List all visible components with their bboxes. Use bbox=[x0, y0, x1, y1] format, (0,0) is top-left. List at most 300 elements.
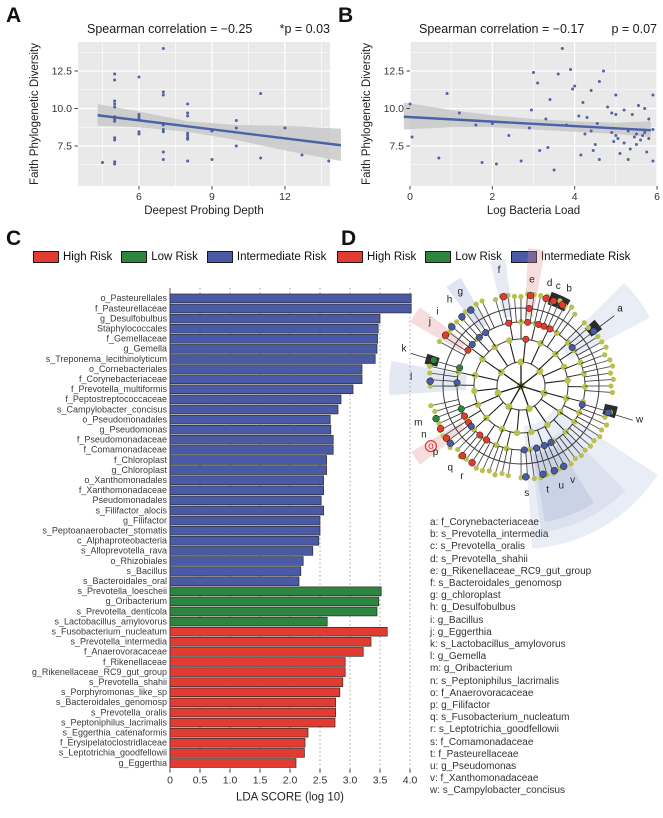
panel-c-label: C bbox=[6, 227, 22, 250]
scatter-point bbox=[507, 134, 510, 137]
scatter-plot-bacteria-load bbox=[331, 0, 663, 225]
scatter-point bbox=[544, 118, 547, 121]
y-axis-label: Faith Phylogenetic Diversity bbox=[361, 43, 373, 185]
cladogram-node bbox=[532, 476, 537, 481]
legend-swatch-high bbox=[337, 251, 363, 263]
cladogram-node bbox=[465, 347, 471, 353]
cladogram-node bbox=[569, 461, 574, 466]
p-value-label: *p = 0.03 bbox=[279, 22, 330, 36]
scatter-point bbox=[561, 47, 564, 50]
lda-bar bbox=[170, 718, 335, 727]
scatter-point bbox=[474, 124, 477, 127]
clado-letter-u: u bbox=[558, 480, 565, 492]
lda-bar-label: s_Fusobacterium_nucleatum bbox=[51, 626, 167, 637]
clado-letter-l: l bbox=[410, 372, 413, 384]
clado-key-q: q: s_Fusobacterium_nucleatum bbox=[430, 712, 570, 724]
lda-bar-label: s_Prevotella_denticola bbox=[76, 606, 167, 617]
cladogram-node bbox=[506, 320, 512, 326]
cladogram-node bbox=[471, 388, 477, 394]
cladogram-node bbox=[524, 319, 530, 325]
clado-letter-n: n bbox=[421, 429, 427, 441]
scatter-point bbox=[137, 133, 140, 136]
scatter-point bbox=[548, 98, 551, 101]
lda-bar-label: f_Gemellaceae bbox=[106, 333, 167, 344]
scatter-point bbox=[590, 130, 593, 133]
clado-key-p: p: g_Filifactor bbox=[430, 700, 491, 712]
lda-bar-label: c_Alphaproteobacteria bbox=[76, 535, 167, 546]
lda-bar-label: o_Pseudomonadales bbox=[82, 414, 167, 425]
cladogram-node bbox=[454, 379, 460, 385]
cladogram-node bbox=[582, 384, 588, 390]
lda-bar bbox=[170, 536, 319, 545]
cladogram-node bbox=[479, 298, 484, 303]
lda-bar-label: g_Rikenellaceae_RC9_gut_group bbox=[31, 666, 167, 677]
lda-bar bbox=[170, 668, 345, 677]
lda-bar-label: f_Chloroplast bbox=[113, 454, 167, 465]
cladogram-node bbox=[610, 390, 615, 395]
cladogram-node bbox=[576, 410, 582, 416]
lda-bar bbox=[170, 526, 320, 535]
legend-label: Low Risk bbox=[151, 251, 198, 263]
cladogram-node bbox=[579, 453, 584, 458]
lda-bar-label: f_Corynebacteriaceae bbox=[78, 374, 167, 384]
cladogram-node bbox=[500, 293, 507, 300]
svg-text:4: 4 bbox=[571, 191, 578, 203]
clado-letter-q: q bbox=[447, 462, 454, 474]
cladogram-node bbox=[504, 445, 510, 451]
clado-key-i: i: g_Bacillus bbox=[430, 614, 484, 626]
cladogram-node bbox=[468, 423, 474, 429]
scatter-point bbox=[641, 134, 644, 137]
scatter-point bbox=[113, 106, 116, 109]
lda-bar-label: g_Oribacterium bbox=[105, 596, 167, 607]
cladogram-node bbox=[522, 473, 529, 480]
scatter-point bbox=[565, 124, 568, 127]
lda-bar bbox=[170, 688, 340, 697]
scatter-point bbox=[530, 109, 533, 112]
clado-key-d: d: s_Prevotella_shahii bbox=[430, 553, 528, 565]
scatter-point bbox=[538, 149, 541, 152]
lda-bar bbox=[170, 759, 296, 768]
lda-bar-label: o_Rhizobiales bbox=[110, 555, 167, 566]
svg-text:1.0: 1.0 bbox=[222, 774, 238, 787]
cladogram-node bbox=[480, 468, 485, 473]
cladogram-node bbox=[506, 337, 512, 343]
lda-bar-label: o_Cornebacteriales bbox=[88, 363, 167, 374]
scatter-point bbox=[528, 127, 531, 130]
clado-letter-i: i bbox=[436, 306, 439, 318]
lda-bar-label: s_Porphyromonas_like_sp bbox=[60, 687, 167, 698]
scatter-point bbox=[643, 131, 646, 134]
clado-key-h: h: g_Desulfobulbus bbox=[430, 602, 516, 614]
scatter-point bbox=[610, 131, 613, 134]
cladogram-node bbox=[521, 447, 527, 453]
lda-bar bbox=[170, 577, 299, 586]
clado-letter-j: j bbox=[428, 316, 431, 328]
lda-bar-label: f_Prevotella_multiformis bbox=[70, 384, 167, 395]
cladogram-node bbox=[447, 440, 454, 447]
clado-key-c: c: s_Prevotella_oralis bbox=[430, 541, 526, 553]
clado-letter-f: f bbox=[497, 265, 501, 277]
cladogram-node bbox=[535, 321, 541, 327]
x-axis-label: Log Bacteria Load bbox=[486, 205, 581, 217]
lda-bar-label: g_Eggerthia bbox=[118, 757, 167, 768]
cladogram-node bbox=[432, 409, 437, 414]
lda-bar bbox=[170, 506, 324, 515]
cladogram-node bbox=[476, 334, 482, 340]
scatter-point bbox=[235, 127, 238, 130]
legend-label: High Risk bbox=[367, 251, 417, 263]
clado-key-f: f: s_Bacteroidales_genomosp bbox=[430, 578, 562, 590]
lda-bar-label: f_Erysipelatoclostridlaceae bbox=[59, 737, 167, 748]
scatter-point bbox=[113, 163, 116, 166]
cladogram-node bbox=[512, 294, 517, 299]
lda-bar-label: f_Rikenellaceae bbox=[102, 656, 167, 667]
cladogram-node bbox=[528, 429, 534, 435]
cladogram-node bbox=[560, 463, 567, 470]
cladogram-node bbox=[541, 442, 547, 448]
lda-bar bbox=[170, 637, 371, 646]
scatter-point bbox=[651, 160, 654, 163]
scatter-point bbox=[596, 122, 599, 125]
panel-a-label: A bbox=[6, 4, 22, 27]
scatter-point bbox=[569, 68, 572, 71]
cladogram-node bbox=[603, 345, 608, 350]
lda-bar bbox=[170, 678, 343, 687]
scatter-point bbox=[186, 160, 189, 163]
cladogram-node bbox=[547, 326, 553, 332]
cladogram-node bbox=[477, 432, 483, 438]
cladogram-node bbox=[482, 329, 488, 335]
lda-bar bbox=[170, 385, 353, 394]
scatter-point bbox=[610, 112, 613, 115]
scatter-point bbox=[495, 163, 498, 166]
scatter-point bbox=[606, 106, 609, 109]
clado-letter-t: t bbox=[546, 484, 550, 496]
legend-swatch-high bbox=[33, 251, 59, 263]
cladogram-node bbox=[459, 452, 466, 459]
svg-text:4.0: 4.0 bbox=[402, 774, 418, 787]
lda-bar-label: s_Filifactor_alocis bbox=[95, 505, 167, 516]
cladogram-node bbox=[597, 434, 602, 439]
lda-bar-label: s_Prevotella_loescheii bbox=[77, 586, 167, 597]
cladogram-node bbox=[538, 293, 543, 298]
scatter-point bbox=[186, 103, 189, 106]
clado-letter-w: w bbox=[635, 414, 644, 426]
clado-key-b: b: s_Prevotella_intermedia bbox=[430, 529, 549, 541]
svg-text:3.5: 3.5 bbox=[372, 774, 388, 787]
clado-key-k: k: s_Lactobacillus_amylovorus bbox=[430, 639, 566, 651]
scatter-point bbox=[623, 142, 626, 145]
lda-bar-label: s_Eggerthia_catenaformis bbox=[62, 727, 167, 738]
svg-text:12: 12 bbox=[279, 191, 291, 203]
scatter-point bbox=[137, 118, 140, 121]
clado-letter-g: g bbox=[457, 286, 464, 298]
cladogram-node bbox=[591, 438, 596, 443]
scatter-point bbox=[546, 146, 549, 149]
legend-label: High Risk bbox=[63, 251, 113, 263]
lda-axis-label: LDA SCORE (log 10) bbox=[235, 791, 345, 804]
lda-bar-label: g_Desulfobulbus bbox=[99, 313, 167, 324]
scatter-point bbox=[259, 157, 262, 160]
cladogram bbox=[370, 256, 663, 518]
scatter-point bbox=[210, 158, 213, 161]
scatter-point bbox=[579, 154, 582, 157]
scatter-point bbox=[627, 158, 630, 161]
scatter-point bbox=[627, 130, 630, 133]
clado-key-n: n: s_Peptoniphilus_lacrimalis bbox=[430, 675, 559, 687]
lda-bar-label: s_Peptoanaerobacter_stomatis bbox=[42, 525, 167, 536]
cladogram-node bbox=[493, 297, 498, 302]
cladogram-node bbox=[608, 383, 613, 388]
cladogram-wedge bbox=[446, 278, 487, 331]
lda-bar-label: s_Prevotella_oralis bbox=[90, 707, 167, 718]
lda-bar-label: g_Gemella bbox=[123, 343, 167, 354]
lda-bar-label: Staphylococcales bbox=[96, 323, 167, 334]
cladogram-node bbox=[483, 437, 489, 443]
lda-bar bbox=[170, 435, 333, 444]
cladogram-node bbox=[467, 307, 474, 314]
lda-bar-label: g_Chloroplast bbox=[111, 464, 167, 475]
scatter-point bbox=[409, 103, 412, 106]
scatter-point bbox=[300, 154, 303, 157]
cladogram-node bbox=[548, 439, 554, 445]
lda-bar bbox=[170, 486, 324, 495]
clado-letter-d: d bbox=[546, 278, 553, 290]
scatter-point bbox=[581, 101, 584, 104]
scatter-point bbox=[647, 118, 650, 121]
lda-bar bbox=[170, 405, 338, 414]
cladogram-node bbox=[474, 302, 479, 307]
clado-letter-c: c bbox=[555, 280, 561, 292]
scatter-point bbox=[137, 76, 140, 79]
lda-bar-label: Pseudomonadales bbox=[92, 495, 167, 506]
clado-key-e: e: g_Rikenellaceae_RC9_gut_group bbox=[430, 565, 592, 577]
scatter-point bbox=[639, 139, 642, 142]
scatter-point bbox=[614, 113, 617, 116]
cladogram-node bbox=[518, 294, 523, 299]
cladogram-node bbox=[461, 413, 467, 419]
scatter-point bbox=[162, 47, 165, 50]
cladogram-node bbox=[595, 334, 600, 339]
svg-text:9: 9 bbox=[209, 191, 215, 203]
scatter-point bbox=[113, 73, 116, 76]
scatter-point bbox=[259, 92, 262, 95]
scatter-point bbox=[616, 137, 619, 140]
scatter-point bbox=[520, 160, 523, 163]
lda-bar bbox=[170, 324, 378, 333]
scatter-point bbox=[631, 113, 634, 116]
cladogram-node bbox=[469, 341, 475, 347]
lda-bar bbox=[170, 415, 330, 424]
lda-bar bbox=[170, 425, 331, 434]
lda-bar bbox=[170, 627, 387, 636]
clado-key-r: r: s_Leptotrichia_goodfellowii bbox=[430, 724, 559, 736]
scatter-point bbox=[327, 160, 330, 163]
scatter-point bbox=[557, 73, 560, 76]
clado-letter-e: e bbox=[529, 274, 535, 286]
scatter-point bbox=[651, 94, 654, 97]
scatter-point bbox=[594, 143, 597, 146]
cladogram-node bbox=[455, 447, 460, 452]
cladogram-node bbox=[523, 336, 529, 342]
scatter-point bbox=[637, 104, 640, 107]
scatter-point bbox=[113, 103, 116, 106]
lda-bar-label: s_Bacteroidales_oral bbox=[82, 576, 167, 586]
scatter-point bbox=[573, 85, 576, 88]
cladogram-node bbox=[583, 447, 588, 452]
scatter-point bbox=[113, 79, 116, 82]
scatter-point bbox=[590, 89, 593, 92]
legend-swatch-low bbox=[121, 251, 147, 263]
lda-bar bbox=[170, 446, 333, 455]
cladogram-node bbox=[569, 305, 574, 310]
cladogram-key-list bbox=[430, 517, 663, 798]
lda-bar-label: s_Leptotrichia_goodfellowii bbox=[58, 747, 167, 758]
cladogram-node bbox=[459, 313, 466, 320]
cladogram-node bbox=[427, 364, 432, 369]
cladogram-node bbox=[454, 319, 459, 324]
scatter-point bbox=[598, 80, 601, 83]
legend-item-high bbox=[33, 251, 112, 263]
cladogram-node bbox=[559, 302, 566, 309]
lda-bar bbox=[170, 496, 321, 505]
cladogram-node bbox=[569, 344, 575, 350]
clado-letter-a: a bbox=[617, 303, 623, 315]
lda-bar-label: f_Anaerovoracaceae bbox=[83, 646, 167, 657]
legend-swatch-intermediate bbox=[207, 251, 233, 263]
scatter-point bbox=[633, 136, 636, 139]
scatter-point bbox=[283, 127, 286, 130]
lda-bar bbox=[170, 334, 378, 343]
lda-bar bbox=[170, 617, 327, 626]
cladogram-node bbox=[564, 377, 570, 383]
svg-text:0: 0 bbox=[167, 774, 173, 787]
svg-text:12.5: 12.5 bbox=[383, 65, 404, 78]
cladogram-node bbox=[458, 406, 464, 412]
cladogram-node bbox=[448, 324, 455, 331]
legend-label: Intermediate Risk bbox=[540, 251, 631, 263]
clado-letter-s: s bbox=[524, 487, 530, 499]
lda-bar bbox=[170, 587, 381, 596]
cladogram-node bbox=[475, 402, 481, 408]
lda-bar-label: f_Xanthomonadaceae bbox=[78, 485, 167, 496]
scatter-point bbox=[598, 158, 601, 161]
scatter-point bbox=[186, 138, 189, 141]
scatter-point bbox=[101, 161, 104, 164]
cladogram-node bbox=[474, 466, 479, 471]
scatter-point bbox=[592, 149, 595, 152]
clado-letter-h: h bbox=[446, 294, 453, 306]
lda-bar bbox=[170, 567, 301, 576]
scatter-point bbox=[586, 116, 589, 119]
svg-text:10.0: 10.0 bbox=[383, 103, 404, 115]
p-value-label: p = 0.07 bbox=[611, 22, 657, 36]
scatter-point bbox=[553, 169, 556, 172]
scatter-point bbox=[491, 122, 494, 125]
scatter-point bbox=[411, 136, 414, 139]
svg-text:12.5: 12.5 bbox=[51, 65, 72, 78]
scatter-point bbox=[162, 151, 165, 154]
clado-letter-k: k bbox=[401, 343, 407, 355]
cladogram-node bbox=[588, 444, 593, 449]
svg-text:1.5: 1.5 bbox=[252, 774, 268, 787]
scatter-point bbox=[210, 130, 213, 133]
lda-bar bbox=[170, 375, 362, 384]
svg-text:3.0: 3.0 bbox=[342, 774, 358, 787]
scatter-point bbox=[446, 92, 449, 95]
lda-legend bbox=[33, 251, 335, 263]
lda-bar bbox=[170, 365, 362, 374]
scatter-point bbox=[643, 107, 646, 110]
lda-bar bbox=[170, 738, 305, 747]
cladogram-node bbox=[572, 312, 577, 317]
cladogram-node bbox=[456, 365, 462, 371]
clado-key-g: g: g_chloroplast bbox=[430, 590, 501, 602]
lda-bar bbox=[170, 456, 327, 465]
cladogram-node bbox=[599, 339, 604, 344]
clado-letter-o: o bbox=[428, 441, 434, 453]
scatter-point bbox=[614, 94, 617, 97]
lda-bar bbox=[170, 466, 327, 475]
cladogram-node bbox=[590, 328, 597, 335]
scatter-point bbox=[635, 143, 638, 146]
cladogram-node bbox=[582, 320, 587, 325]
svg-text:2: 2 bbox=[489, 191, 496, 203]
spearman-title: Spearman correlation = −0.25 bbox=[87, 22, 253, 36]
svg-text:7.5: 7.5 bbox=[57, 140, 72, 153]
scatter-point bbox=[235, 145, 238, 148]
lda-bar bbox=[170, 658, 345, 667]
scatter-point bbox=[571, 88, 574, 91]
cladogram-node bbox=[579, 402, 585, 408]
cladogram-node bbox=[586, 325, 591, 330]
cladogram-node bbox=[526, 305, 532, 311]
y-axis-label: Faith Phylogenetic Diversity bbox=[29, 43, 41, 185]
clado-key-t: t: f_Pasteurellaceae bbox=[430, 748, 519, 760]
scatter-point bbox=[612, 140, 615, 143]
cladogram-node bbox=[527, 446, 533, 452]
spearman-title: Spearman correlation = −0.17 bbox=[419, 22, 585, 36]
scatter-point bbox=[647, 137, 650, 140]
cladogram-node bbox=[527, 292, 534, 299]
lda-bar bbox=[170, 698, 336, 707]
lda-bar-label: s_Treponema_lecithinolyticum bbox=[45, 353, 167, 364]
scatter-plot-probing-depth bbox=[0, 0, 332, 225]
scatter-point bbox=[458, 112, 461, 115]
scatter-point bbox=[437, 157, 440, 160]
svg-text:7.5: 7.5 bbox=[389, 140, 404, 153]
scatter-point bbox=[618, 152, 621, 155]
clado-key-o: o: f_Anaerovoracaceae bbox=[430, 687, 534, 699]
scatter-point bbox=[577, 115, 580, 118]
lda-bar-label: g_Pseudomonas bbox=[99, 424, 167, 435]
cladogram-node bbox=[607, 357, 612, 362]
legend-label: Low Risk bbox=[455, 251, 502, 263]
lda-bar-label: f_Pasteurellaceae bbox=[94, 303, 167, 314]
cladogram-node bbox=[514, 430, 520, 436]
lda-bar bbox=[170, 708, 336, 717]
legend-label: Intermediate Risk bbox=[236, 251, 327, 263]
cladogram-node bbox=[551, 467, 558, 474]
lda-bar-label: s_Bacteroidales_genomosp bbox=[55, 697, 167, 708]
svg-text:0.5: 0.5 bbox=[192, 774, 208, 787]
svg-text:10.0: 10.0 bbox=[51, 103, 72, 115]
cladogram-node bbox=[469, 459, 476, 466]
panel-d-label: D bbox=[341, 227, 357, 250]
clado-letter-p: p bbox=[432, 447, 439, 459]
lda-bar bbox=[170, 597, 379, 606]
